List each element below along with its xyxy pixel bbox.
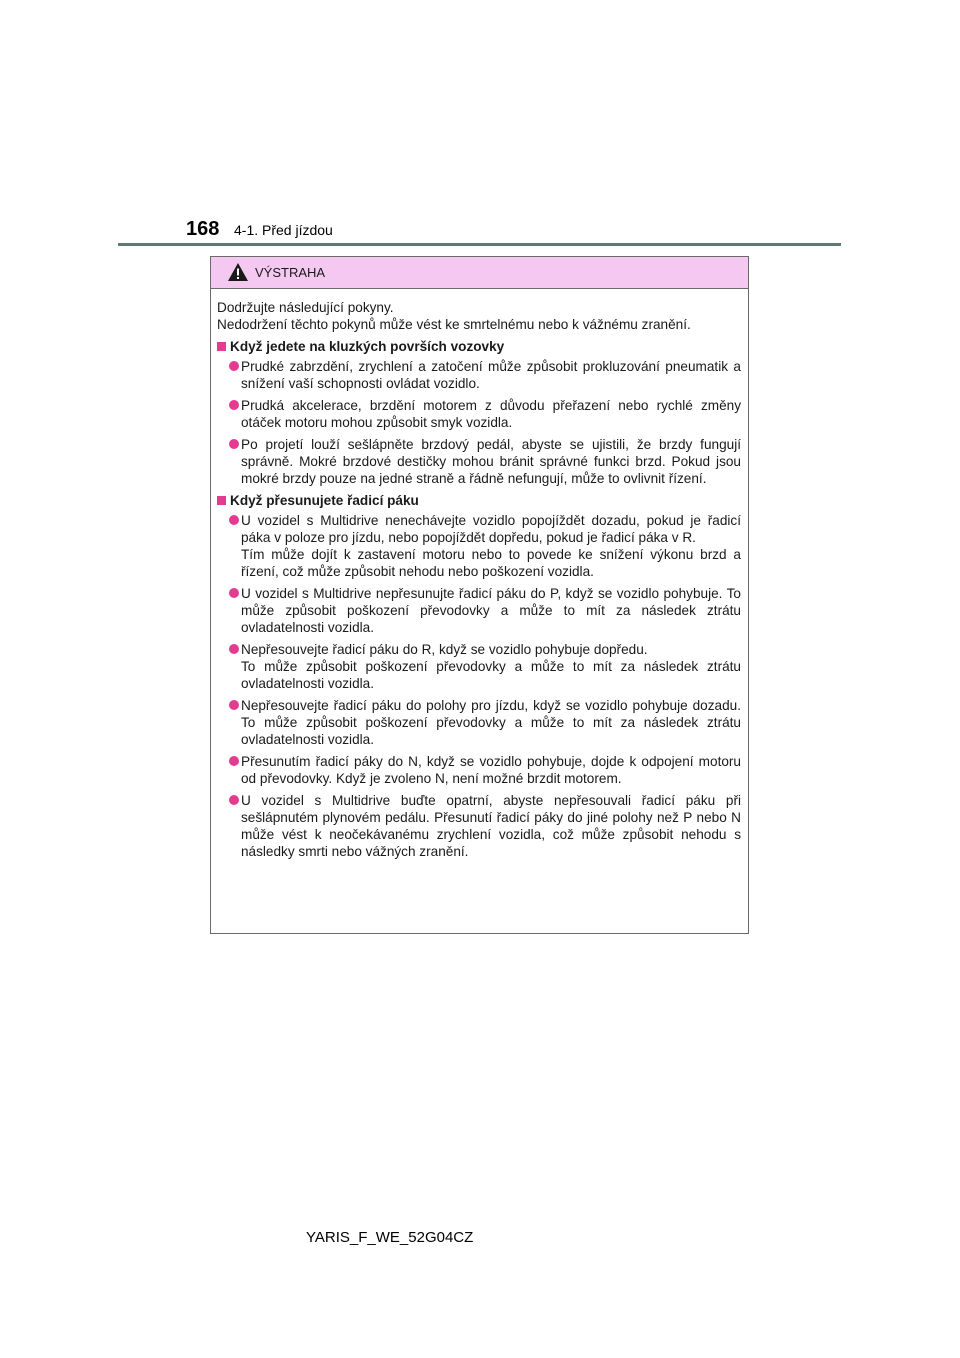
warning-intro bbox=[217, 299, 741, 333]
header-rule bbox=[118, 243, 841, 246]
warning-list-item bbox=[217, 585, 741, 636]
footer-document-code: YARIS_F_WE_52G04CZ bbox=[306, 1229, 474, 1246]
round-bullet-icon bbox=[229, 700, 239, 710]
round-bullet-icon bbox=[229, 795, 239, 805]
warning-list-item bbox=[217, 697, 741, 748]
list-item-text: U vozidel s Multidrive nepřesunujte řadicí páku do P, když se vozidlo pohybuje. To může způsobit poškození převodovky a může to mít za následek ztrátu ovladatelnosti vozidla. bbox=[241, 586, 741, 635]
warning-section bbox=[217, 338, 741, 487]
warning-label: VÝSTRAHA bbox=[255, 265, 326, 280]
round-bullet-icon bbox=[229, 515, 239, 525]
warning-list-item bbox=[217, 753, 741, 787]
round-bullet-icon bbox=[229, 588, 239, 598]
warning-section bbox=[217, 492, 741, 860]
square-bullet-icon bbox=[217, 342, 226, 351]
list-item-text: U vozidel s Multidrive buďte opatrní, abyste nepřesouvali řadicí páku při sešlápnutém plynovém pedálu. Přesunutí řadicí páky do jiné polohy než P nebo N může vést k neočekávanému zrychlení vozidla, což může způsobit nehodu s následky smrti nebo vážných zranění. bbox=[241, 793, 741, 859]
warning-box bbox=[210, 256, 749, 934]
intro-line: Dodržujte následující pokyny. bbox=[217, 300, 394, 315]
list-item-text: Tím může dojít k zastavení motoru nebo to povede ke snížení výkonu brzd a řízení, což může způsobit nehodu nebo poškození vozidla. bbox=[241, 547, 741, 579]
round-bullet-icon bbox=[229, 439, 239, 449]
list-item-text: Nepřesouvejte řadicí páku do R, když se vozidlo pohybuje dopředu. bbox=[241, 642, 648, 657]
round-bullet-icon bbox=[229, 400, 239, 410]
warning-list-item bbox=[217, 436, 741, 487]
warning-header bbox=[211, 257, 748, 289]
section-heading bbox=[217, 338, 741, 355]
intro-line: Nedodržení těchto pokynů může vést ke smrtelnému nebo k vážnému zranění. bbox=[217, 317, 691, 332]
list-item-text: Přesunutím řadicí páky do N, když se vozidlo pohybuje, dojde k odpojení motoru od převodovky. Když je zvoleno N, není možné brzdit motorem. bbox=[241, 754, 741, 786]
list-item-text: To může způsobit poškození převodovky a může to mít za následek ztrátu ovladatelnosti vozidla. bbox=[241, 659, 741, 691]
round-bullet-icon bbox=[229, 361, 239, 371]
list-item-text: Prudké zabrzdění, zrychlení a zatočení může způsobit prokluzování pneumatik a snížení vaší schopnosti ovládat vozidlo. bbox=[241, 359, 741, 391]
warning-triangle-icon bbox=[227, 262, 249, 282]
list-item-text: U vozidel s Multidrive nenechávejte vozidlo popojíždět dozadu, pokud je řadicí páka v poloze pro jízdu, nebo popojíždět dopředu, pokud je řadicí páka v R. bbox=[241, 513, 741, 545]
section-title: 4-1. Před jízdou bbox=[234, 222, 333, 238]
warning-list-item bbox=[217, 358, 741, 392]
square-bullet-icon bbox=[217, 496, 226, 505]
list-item-text: Prudká akcelerace, brzdění motorem z důvodu přeřazení nebo rychlé změny otáček motoru mohou způsobit smyk vozidla. bbox=[241, 398, 741, 430]
round-bullet-icon bbox=[229, 644, 239, 654]
warning-list-item bbox=[217, 512, 741, 580]
warning-list-item bbox=[217, 397, 741, 431]
warning-sections bbox=[217, 338, 741, 860]
section-heading-text: Když přesunujete řadicí páku bbox=[230, 493, 419, 508]
warning-list-item bbox=[217, 792, 741, 860]
section-heading bbox=[217, 492, 741, 509]
page-number: 168 bbox=[186, 218, 220, 240]
list-item-text: Po projetí louží sešlápněte brzdový pedál, abyste se ujistili, že brzdy fungují správně. Mokré brzdové destičky mohou bránit správné funkci brzd. Pokud jsou mokré brzdy pouze na jedné straně a řádně nefungují, může to ovlivnit řízení. bbox=[241, 437, 741, 486]
round-bullet-icon bbox=[229, 756, 239, 766]
warning-content bbox=[211, 289, 748, 860]
section-heading-text: Když jedete na kluzkých površích vozovky bbox=[230, 339, 505, 354]
list-item-text: Nepřesouvejte řadicí páku do polohy pro jízdu, když se vozidlo pohybuje dozadu. To může způsobit poškození převodovky a může to mít za následek ztrátu ovladatelnosti vozidla. bbox=[241, 698, 741, 747]
warning-list-item bbox=[217, 641, 741, 692]
